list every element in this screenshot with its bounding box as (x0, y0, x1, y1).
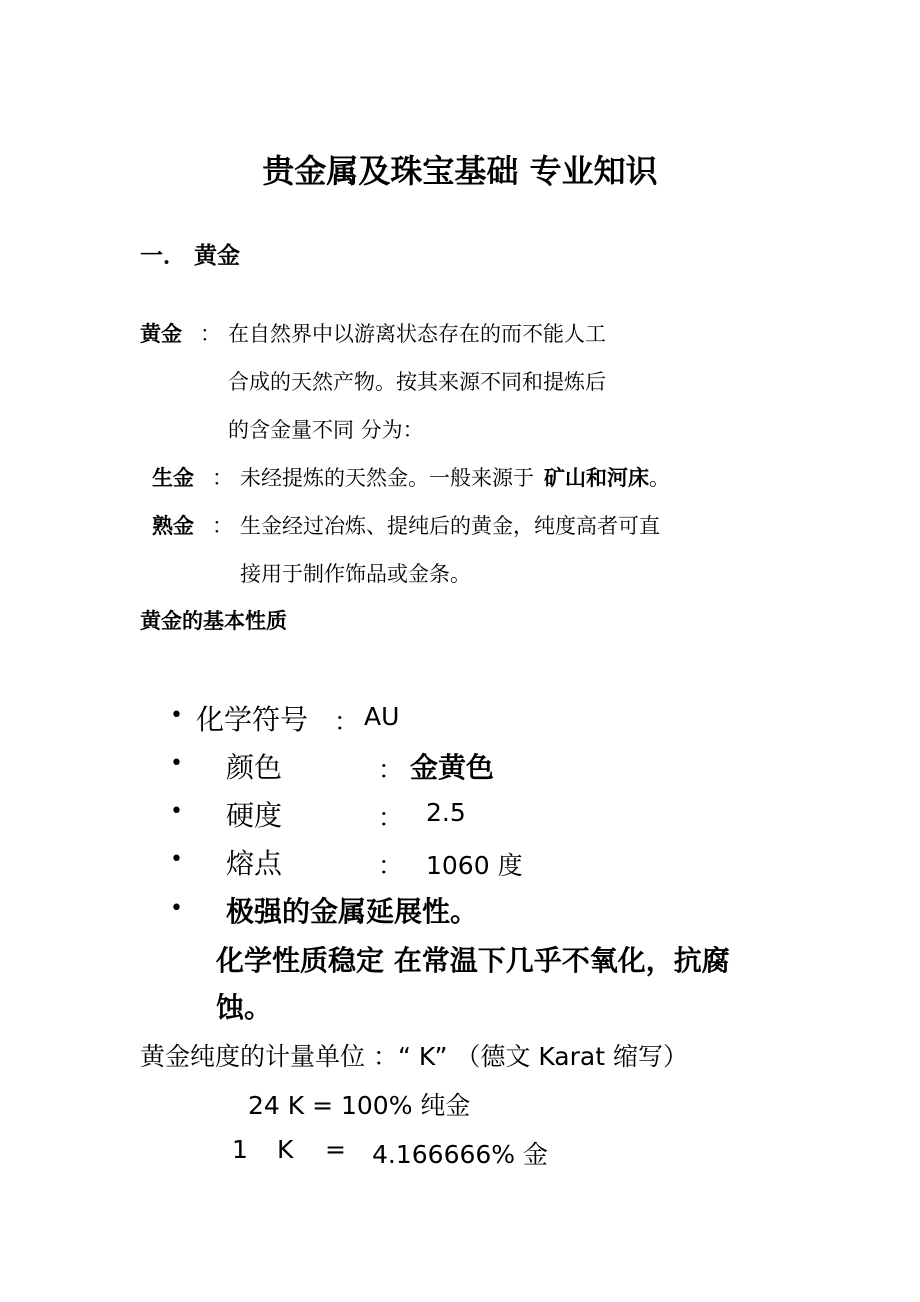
purity-1k-equals: = (325, 1135, 346, 1164)
raw-gold-description: 未经提炼的天然金。一般来源于 (240, 466, 534, 490)
property-color-value: 金黄色 (410, 751, 495, 784)
bullet-icon: • (170, 703, 183, 728)
refined-gold-separator: ： (212, 514, 233, 538)
raw-gold-term: 生金 (152, 466, 194, 490)
property-symbol-value: AU (364, 702, 400, 731)
refined-gold-term: 熟金 (152, 514, 194, 538)
property-symbol-label: 化学符号 (196, 703, 309, 736)
purity-1k-unit: K (277, 1135, 294, 1164)
raw-gold-separator: ： (212, 466, 233, 490)
bullet-icon: • (170, 751, 183, 776)
bullet-icon: • (170, 847, 183, 872)
purity-1k-value: 4.166666% 金 (372, 1140, 548, 1169)
property-symbol-separator: ： (334, 707, 360, 736)
property-hardness-value: 2.5 (426, 798, 466, 827)
raw-gold-period: 。 (649, 466, 670, 490)
property-melting-value: 1060 度 (426, 851, 523, 880)
definition-line-3: 的含金量不同 分为： (228, 418, 424, 442)
properties-heading: 黄金的基本性质 (140, 609, 287, 633)
bullet-icon: • (170, 799, 183, 824)
property-stability-line-1: 化学性质稳定 在常温下几乎不氧化，抗腐 (216, 944, 730, 977)
purity-1k-number: 1 (232, 1135, 248, 1164)
property-melting-label: 熔点 (226, 847, 283, 880)
definition-line-1: 在自然界中以游离状态存在的而不能人工 (228, 322, 606, 346)
property-ductility: 极强的金属延展性。 (226, 895, 479, 928)
definition-term: 黄金 (140, 322, 182, 346)
property-hardness-separator: ： (378, 803, 404, 832)
definition-line-2: 合成的天然产物。按其来源不同和提炼后 (228, 370, 606, 394)
page-title: 贵金属及珠宝基础 专业知识 (262, 152, 658, 190)
refined-gold-line-1: 生金经过冶炼、提纯后的黄金，纯度高者可直 (240, 514, 660, 538)
raw-gold-source: 矿山和河床 (544, 466, 649, 490)
purity-24k-line: 24 K = 100% 纯金 (248, 1091, 471, 1120)
property-color-label: 颜色 (226, 751, 283, 784)
bullet-icon: • (170, 896, 183, 921)
property-hardness-label: 硬度 (226, 799, 283, 832)
section-heading: 一． 黄金 (140, 243, 241, 269)
property-stability-line-2: 蚀。 (216, 991, 273, 1024)
raw-gold-text (240, 462, 670, 492)
property-color-separator: ： (378, 755, 404, 784)
refined-gold-line-2: 接用于制作饰品或金条。 (240, 562, 471, 586)
definition-separator: ： (200, 322, 221, 346)
property-melting-separator: ： (378, 851, 404, 880)
purity-unit-line: 黄金纯度的计量单位 ：“ K” （德文 Karat 缩写） (140, 1042, 688, 1071)
